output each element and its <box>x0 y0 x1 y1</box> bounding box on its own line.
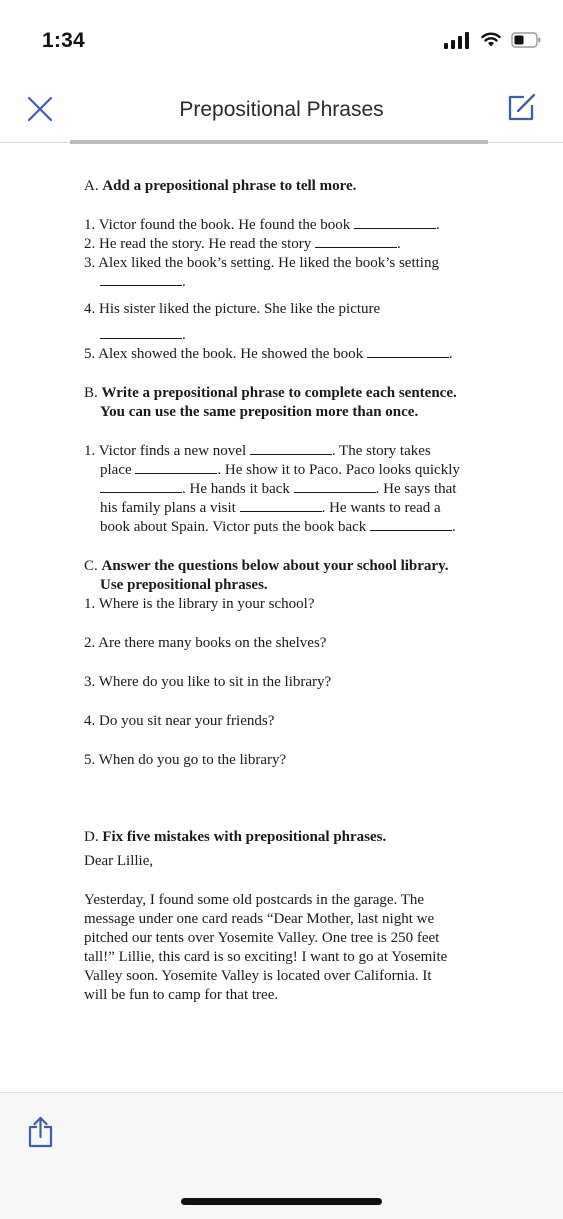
question-item: 1. Where is the library in your school? <box>84 596 315 612</box>
wifi-icon <box>481 30 501 48</box>
letter-line: tall!” Lillie, this card is so exciting! I want to go at Yosemite <box>84 949 448 965</box>
status-time: 1:34 <box>42 29 85 52</box>
paragraph-line: his family plans a visit . He wants to read a <box>100 500 441 516</box>
letter-salutation: Dear Lillie, <box>84 853 154 869</box>
question-item: 4. Do you sit near your friends? <box>84 713 275 729</box>
list-item: 5. Alex showed the book. He showed the book . <box>84 346 453 362</box>
paragraph-line: place . He show it to Paco. Paco looks quickly <box>100 462 460 478</box>
letter-body <box>84 891 514 1005</box>
compose-icon[interactable] <box>504 91 538 125</box>
answer-blank <box>294 481 376 493</box>
letter-line: message under one card reads “Dear Mother, last night we <box>84 911 435 927</box>
answer-blank <box>370 519 452 531</box>
list-item: 2. He read the story. He read the story . <box>84 236 401 252</box>
list-item-continuation: . <box>84 273 514 292</box>
section-c-heading: C. Answer the questions below about your school library. <box>84 558 449 574</box>
section-b-heading-line2: You can use the same preposition more than once. <box>100 404 419 420</box>
answer-blank <box>100 481 182 493</box>
answer-blank <box>315 236 397 248</box>
navigation-bar <box>0 80 563 143</box>
status-bar <box>0 0 563 80</box>
list-item-continuation: . <box>84 326 514 345</box>
answer-blank <box>354 217 436 229</box>
document-edge <box>70 140 488 144</box>
paragraph-line: . He hands it back . He says that <box>84 480 514 499</box>
paragraph-line: book about Spain. Victor puts the book back . <box>100 519 456 535</box>
page-title: Prepositional Phrases <box>179 98 384 121</box>
answer-blank <box>135 462 217 474</box>
list-item: 3. Alex liked the book’s setting. He liked the book’s setting <box>84 255 439 271</box>
cellular-signal-icon <box>444 31 474 49</box>
answer-blank <box>100 274 182 286</box>
battery-icon <box>511 32 541 48</box>
section-a-heading: A. Add a prepositional phrase to tell more. <box>84 178 357 194</box>
question-item: 2. Are there many books on the shelves? <box>84 635 327 651</box>
question-item: 5. When do you go to the library? <box>84 752 287 768</box>
answer-blank <box>240 500 322 512</box>
section-c-heading-line2: Use prepositional phrases. <box>100 577 268 593</box>
share-icon[interactable] <box>26 1115 56 1149</box>
letter-line: Valley soon. Yosemite Valley is located over California. It <box>84 968 432 984</box>
list-item: 1. Victor found the book. He found the book . <box>84 217 440 233</box>
letter-line: Yesterday, I found some old postcards in the garage. The <box>84 892 425 908</box>
worksheet-document <box>84 172 514 1005</box>
letter-line: will be fun to camp for that tree. <box>84 987 279 1003</box>
answer-blank <box>100 327 182 339</box>
question-item: 3. Where do you like to sit in the library? <box>84 674 332 690</box>
list-item: 4. His sister liked the picture. She like the picture <box>84 301 381 317</box>
section-b-heading: B. Write a prepositional phrase to complete each sentence. <box>84 385 457 401</box>
answer-blank <box>367 346 449 358</box>
paragraph-line: 1. Victor finds a new novel . The story takes <box>84 443 431 459</box>
home-indicator[interactable] <box>181 1198 382 1205</box>
letter-line: pitched our tents over Yosemite Valley. One tree is 250 feet <box>84 930 440 946</box>
section-d-heading: D. Fix five mistakes with prepositional phrases. <box>84 829 387 845</box>
answer-blank <box>250 443 332 455</box>
